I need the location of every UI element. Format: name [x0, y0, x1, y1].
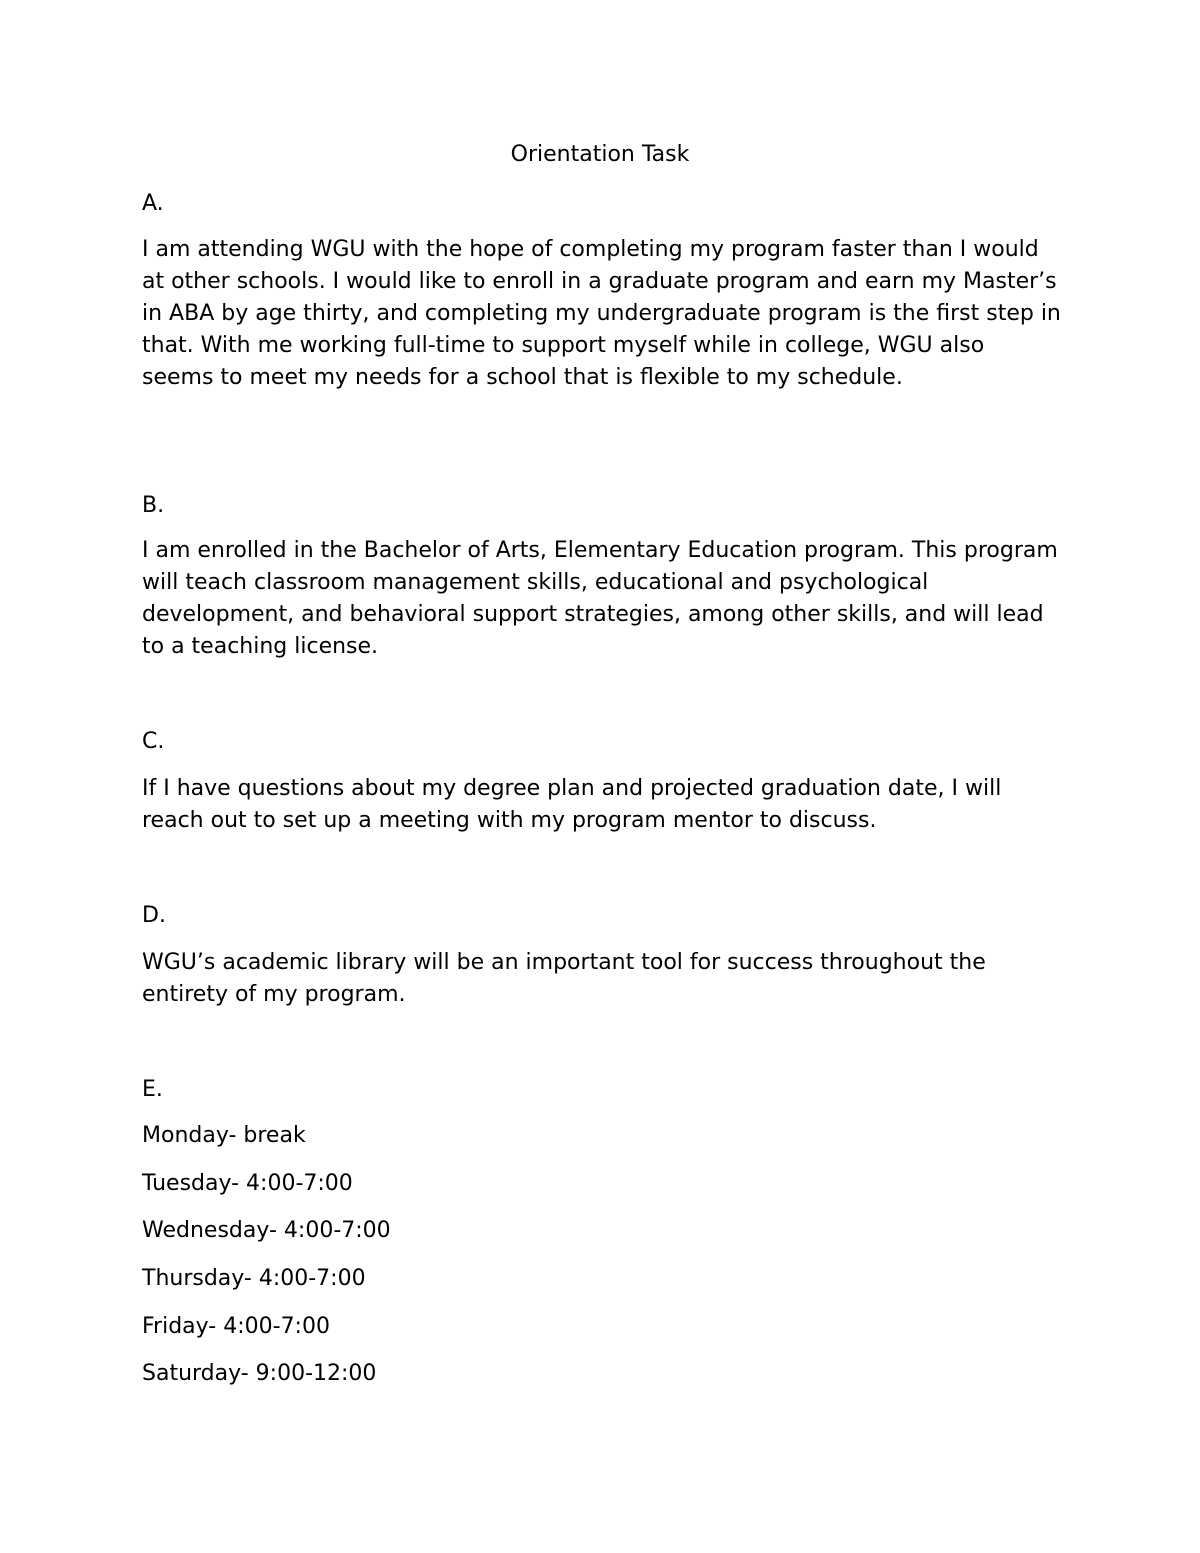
section-c-heading: C.: [142, 729, 165, 754]
schedule-item-wednesday: Wednesday- 4:00-7:00: [142, 1218, 391, 1243]
section-d-body: WGU’s academic library will be an important tool for success throughout the entirety of my program.: [142, 950, 986, 1007]
schedule-item-saturday: Saturday- 9:00-12:00: [142, 1361, 377, 1386]
schedule-item-friday: Friday- 4:00-7:00: [142, 1314, 330, 1339]
section-b-heading: B.: [142, 493, 165, 518]
section-e-heading: E.: [142, 1077, 163, 1102]
schedule-item-monday: Monday- break: [142, 1123, 306, 1148]
section-c-body: If I have questions about my degree plan and projected graduation date, I will reach out to set up a meeting with my program mentor to discuss.: [142, 776, 1002, 833]
section-d-heading: D.: [142, 903, 166, 928]
schedule-item-thursday: Thursday- 4:00-7:00: [142, 1266, 366, 1291]
section-b-body: I am enrolled in the Bachelor of Arts, Elementary Education program. This program will teach classroom management skills, educational and psychological development, and behavioral support strategies, among other skills, and will lead to a teaching license.: [142, 538, 1058, 659]
section-a-body: I am attending WGU with the hope of completing my program faster than I would at other schools. I would like to enroll in a graduate program and earn my Master’s in ABA by age thirty, and completing my undergraduate program is the first step in that. With me working full-time to support myself while in college, WGU also seems to meet my needs for a school that is flexible to my schedule.: [142, 237, 1061, 390]
document-title: Orientation Task: [510, 142, 690, 167]
schedule-item-tuesday: Tuesday- 4:00-7:00: [142, 1171, 353, 1196]
section-a-heading: A.: [142, 191, 164, 216]
